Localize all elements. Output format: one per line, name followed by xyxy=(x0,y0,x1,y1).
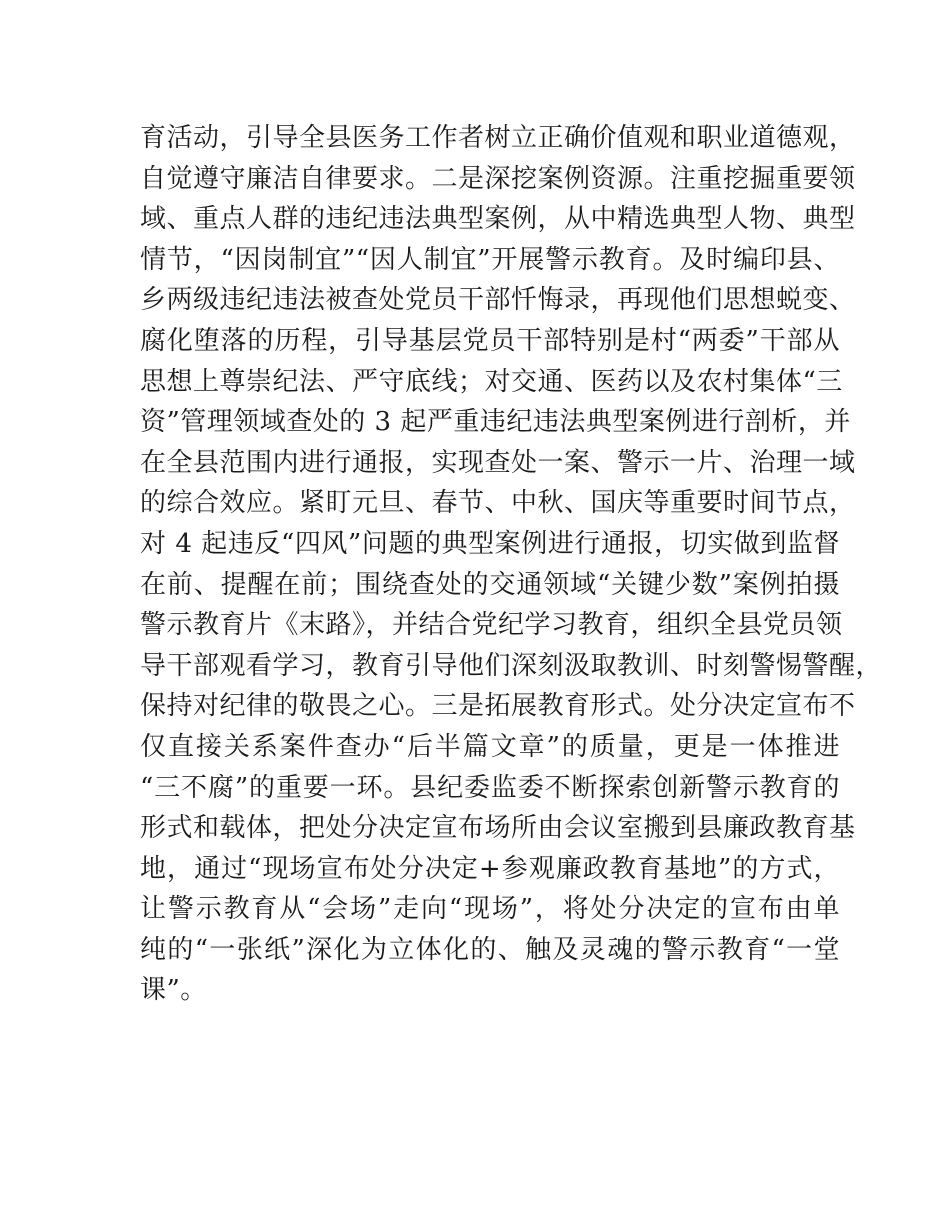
text-line: 对 4 起违反“四风”问题的典型案例进行通报，切实做到监督 xyxy=(140,528,840,559)
text-line: 仅直接关系案件查办“后半篇文章”的质量，更是一体推进 xyxy=(140,731,840,762)
body-paragraph xyxy=(140,118,883,1011)
text-line: 乡两级违纪违法被查处党员干部忏悔录，再现他们思想蜕变、 xyxy=(140,285,856,316)
text-line: 资”管理领域查处的 3 起严重违纪违法典型案例进行剖析，并 xyxy=(140,407,851,438)
text-line: 的综合效应。紧盯元旦、春节、中秋、国庆等重要时间节点， xyxy=(140,488,856,519)
text-line: 地，通过“现场宣布处分决定+参观廉政教育基地”的方式， xyxy=(140,853,840,884)
text-line: 纯的“一张纸”深化为立体化的、触及灵魂的警示教育“一堂 xyxy=(140,934,840,965)
text-line: 警示教育片《末路》，并结合党纪学习教育，组织全县党员领 xyxy=(140,610,843,641)
text-line: 形式和载体，把处分决定宣布场所由会议室搬到县廉政教育基 xyxy=(140,813,856,844)
text-line: 情节，“因岗制宜”“因人制宜”开展警示教育。及时编印县、 xyxy=(140,244,840,275)
text-line: 域、重点人群的违纪违法典型案例，从中精选典型人物、典型 xyxy=(140,204,856,235)
text-line: 腐化堕落的历程，引导基层党员干部特别是村“两委”干部从 xyxy=(140,325,840,356)
text-line: 自觉遵守廉洁自律要求。二是深挖案例资源。注重挖掘重要领 xyxy=(140,163,856,194)
text-line: 在全县范围内进行通报，实现查处一案、警示一片、治理一域 xyxy=(140,447,856,478)
text-line: “三不腐”的重要一环。县纪委监委不断探索创新警示教育的 xyxy=(140,772,840,803)
text-line: 让警示教育从“会场”走向“现场”，将处分决定的宣布由单 xyxy=(140,894,840,925)
text-line: 思想上尊崇纪法、严守底线；对交通、医药以及农村集体“三 xyxy=(140,366,843,397)
text-line: 在前、提醒在前；围绕查处的交通领域“关键少数”案例拍摄 xyxy=(140,569,840,600)
text-line: 育活动，引导全县医务工作者树立正确价值观和职业道德观， xyxy=(140,123,856,153)
text-line: 保持对纪律的敬畏之心。三是拓展教育形式。处分决定宣布不 xyxy=(140,691,856,722)
text-line: 导干部观看学习，教育引导他们深刻汲取教训、时刻警惕警醒， xyxy=(140,650,883,681)
text-line: 课”。 xyxy=(140,975,207,1006)
